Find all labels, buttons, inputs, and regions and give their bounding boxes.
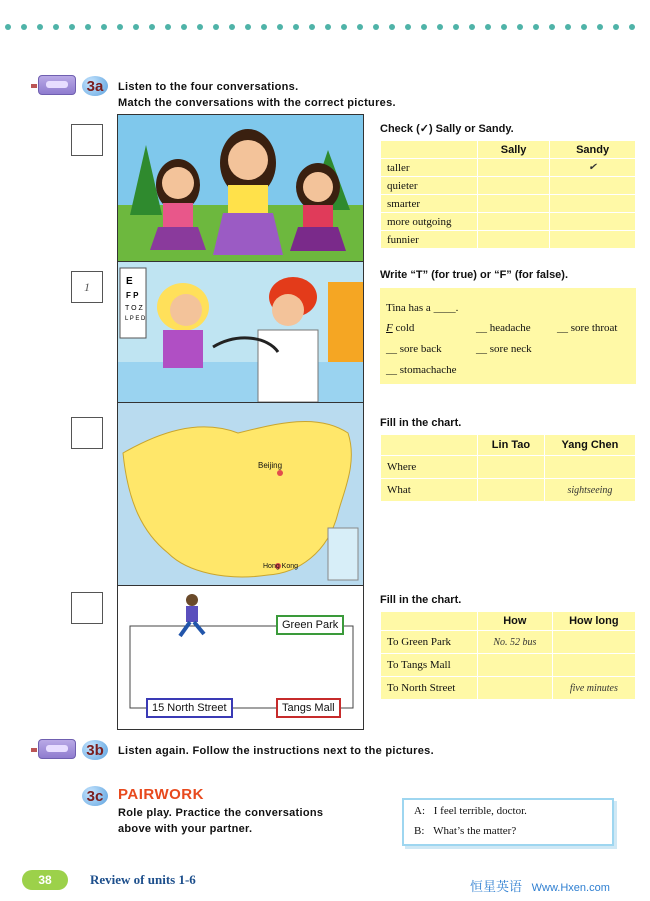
row-label: quieter (381, 177, 478, 195)
table-row (381, 479, 636, 502)
answer-box-3[interactable] (71, 417, 103, 449)
section-3a-instruction (118, 79, 396, 111)
row-label: smarter (381, 195, 478, 213)
cassette-icon (38, 75, 76, 95)
row-label: What (381, 479, 478, 502)
cell-lin-tao[interactable] (478, 479, 545, 502)
row-label: To Tangs Mall (381, 654, 478, 677)
watermark (470, 876, 610, 895)
cell-lin-tao[interactable] (478, 456, 545, 479)
cell-sally[interactable] (478, 159, 550, 177)
chart3-table (380, 611, 636, 700)
true-false-prompt: Tina has a ____. (386, 302, 459, 314)
speaker: B: (414, 825, 425, 837)
china-map-illustration (118, 403, 363, 585)
chart2-header-empty (381, 435, 478, 456)
tf-text: stomachache (399, 364, 457, 376)
tf-text: sore back (399, 343, 442, 355)
cell-how-long[interactable] (552, 654, 635, 677)
footer-title: Review of units 1-6 (90, 872, 196, 887)
chart3-header (381, 612, 636, 631)
section-3c-instruction (118, 805, 323, 837)
section-3b-instruction: Listen again. Follow the instructions next to the pictures. (118, 745, 434, 757)
row-label: taller (381, 159, 478, 177)
tf-answer[interactable]: F (386, 322, 393, 334)
table-row (381, 654, 636, 677)
table1-header (381, 141, 636, 159)
cell-how[interactable] (478, 654, 553, 677)
instruction-line-1: Role play. Practice the conversations (118, 807, 324, 819)
chart3-title: Fill in the chart. (380, 594, 462, 606)
table-row (381, 456, 636, 479)
tf-item (386, 343, 442, 355)
dialogue-card (402, 798, 614, 846)
row-label: more outgoing (381, 213, 478, 231)
table1-sally-sandy (380, 140, 636, 249)
cell-sandy[interactable] (550, 195, 636, 213)
cell-yang-chen[interactable] (544, 456, 635, 479)
watermark-url[interactable]: Www.Hxen.com (531, 882, 610, 894)
cell-how-long[interactable]: five minutes (552, 677, 635, 700)
table-row (381, 159, 636, 177)
speaker: A: (414, 805, 425, 817)
cassette-icon (38, 739, 76, 759)
table1-col-sandy: Sandy (550, 141, 636, 159)
chart3-col-how: How (478, 612, 553, 631)
top-dotted-border (0, 22, 650, 32)
route-label-tangs-mall: Tangs Mall (276, 698, 341, 718)
svg-text:L P E D: L P E D (125, 316, 146, 322)
table-row (381, 177, 636, 195)
cell-sally[interactable] (478, 231, 550, 249)
table-row (381, 631, 636, 654)
tf-answer[interactable]: __ (557, 322, 568, 334)
chart2-table (380, 434, 636, 502)
tf-item (476, 322, 531, 334)
pairwork-heading: PAIRWORK (118, 786, 204, 803)
chart2-header (381, 435, 636, 456)
cell-sandy[interactable] (550, 231, 636, 249)
cell-sandy[interactable] (550, 177, 636, 195)
route-label-north-street: 15 North Street (146, 698, 233, 718)
row-label: To North Street (381, 677, 478, 700)
table1-col-sally: Sally (478, 141, 550, 159)
instruction-line-2: above with your partner. (118, 823, 253, 835)
cell-sandy[interactable]: ✔ (550, 159, 636, 177)
row-label: To Green Park (381, 631, 478, 654)
chart2-title: Fill in the chart. (380, 417, 462, 429)
page-number: 38 (22, 870, 68, 890)
section-3a-badge: 3a (82, 76, 108, 96)
map-label-hongkong: Hong Kong (263, 563, 299, 570)
tf-text: headache (489, 322, 531, 334)
answer-box-1[interactable] (71, 124, 103, 156)
tf-text: cold (395, 322, 415, 334)
route-label-green-park: Green Park (276, 615, 344, 635)
table-row (381, 213, 636, 231)
girls-illustration (118, 115, 363, 261)
cell-sandy[interactable] (550, 213, 636, 231)
chart2-col-yang-chen: Yang Chen (544, 435, 635, 456)
section-3b-badge: 3b (82, 740, 108, 760)
tf-item (386, 364, 457, 376)
dialogue-line (414, 805, 527, 817)
doctor-illustration (118, 262, 363, 402)
cell-how-long[interactable] (552, 631, 635, 654)
answer-box-4[interactable] (71, 592, 103, 624)
section-3c-badge: 3c (82, 786, 108, 806)
line-text: What’s the matter? (433, 825, 517, 837)
true-false-title: Write “T” (for true) or “F” (for false). (380, 269, 569, 281)
table-row (381, 195, 636, 213)
chart3-col-how-long: How long (552, 612, 635, 631)
instruction-line-2: Match the conversations with the correct pictures. (118, 97, 396, 109)
chart3-header-empty (381, 612, 478, 631)
watermark-cn: 恒星英语 (470, 879, 523, 894)
tf-text: sore neck (489, 343, 532, 355)
true-false-box (380, 288, 636, 384)
table1-title: Check (✓) Sally or Sandy. (380, 123, 514, 135)
tf-answer[interactable]: __ (476, 343, 487, 355)
picture-map (117, 402, 364, 586)
svg-text:F P: F P (126, 291, 139, 300)
picture-doctor (117, 261, 364, 403)
cell-sally[interactable] (478, 213, 550, 231)
tf-text: sore throat (570, 322, 618, 334)
cell-sally[interactable] (478, 177, 550, 195)
tf-item (386, 322, 414, 334)
row-label: funnier (381, 231, 478, 249)
tf-answer[interactable]: __ (386, 364, 397, 376)
line-text: I feel terrible, doctor. (433, 805, 527, 817)
svg-text:T O Z: T O Z (125, 305, 143, 312)
cell-how[interactable] (478, 677, 553, 700)
cell-yang-chen[interactable]: sightseeing (544, 479, 635, 502)
tf-answer[interactable]: __ (476, 322, 487, 334)
answer-box-2[interactable]: 1 (71, 271, 103, 303)
picture-girls (117, 114, 364, 262)
cell-how[interactable]: No. 52 bus (478, 631, 553, 654)
tf-item (557, 322, 617, 334)
table1-header-empty (381, 141, 478, 159)
table-row (381, 677, 636, 700)
picture-route (117, 585, 364, 730)
map-label-beijing: Beijing (258, 461, 283, 470)
dialogue-line (414, 825, 516, 837)
svg-text:E: E (126, 276, 133, 287)
table-row (381, 231, 636, 249)
instruction-line-1: Listen to the four conversations. (118, 81, 299, 93)
chart2-col-lin-tao: Lin Tao (478, 435, 545, 456)
cell-sally[interactable] (478, 195, 550, 213)
tf-answer[interactable]: __ (386, 343, 397, 355)
row-label: Where (381, 456, 478, 479)
tf-item (476, 343, 532, 355)
